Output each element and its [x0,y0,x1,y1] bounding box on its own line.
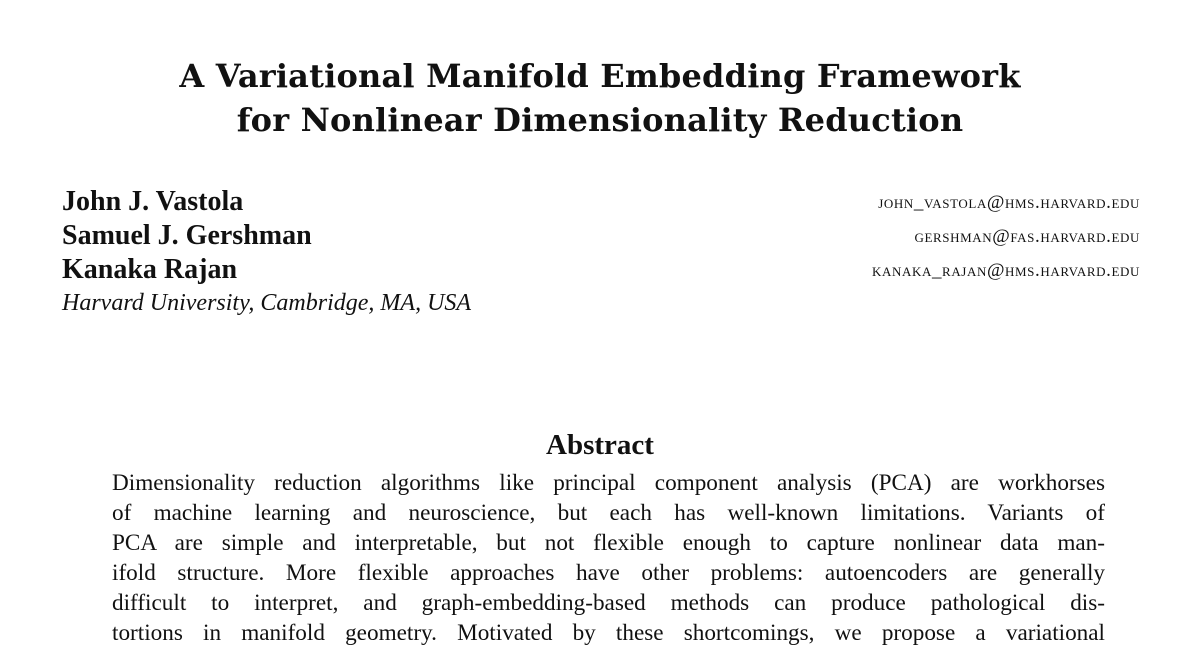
abstract-line: Dimensionality reduction algorithms like principal component analysis (PCA) are workhorses [112,470,1105,496]
author-email: john_vastola@hms.harvard.edu [878,192,1140,213]
title-line-1: A Variational Manifold Embedding Framework [179,57,1021,95]
abstract-body [112,468,1105,648]
author-name: Kanaka Rajan [62,254,238,285]
author-email: gershman@fas.harvard.edu [914,226,1140,247]
author-row [62,185,1140,219]
title-line-2: for Nonlinear Dimensionality Reduction [236,101,964,139]
author-email: kanaka_rajan@hms.harvard.edu [872,260,1140,281]
abstract-line: of machine learning and neuroscience, but each has well-known limitations. Variants of [112,500,1105,526]
abstract-line: tortions in manifold geometry. Motivated by these shortcomings, we propose a variational [112,620,1105,646]
abstract-line: difficult to interpret, and graph-embedding-based methods can produce pathological dis- [112,590,1105,616]
abstract-line: ifold structure. More flexible approaches have other problems: autoencoders are generally [112,560,1105,586]
author-block [62,185,1140,319]
paper-title [0,54,1200,142]
author-name: Samuel J. Gershman [62,220,312,251]
abstract-heading: Abstract [546,429,654,461]
author-row [62,253,1140,287]
author-row [62,219,1140,253]
author-name: John J. Vastola [62,186,244,217]
affiliation: Harvard University, Cambridge, MA, USA [62,290,472,316]
abstract-line: PCA are simple and interpretable, but not flexible enough to capture nonlinear data man- [112,530,1105,556]
